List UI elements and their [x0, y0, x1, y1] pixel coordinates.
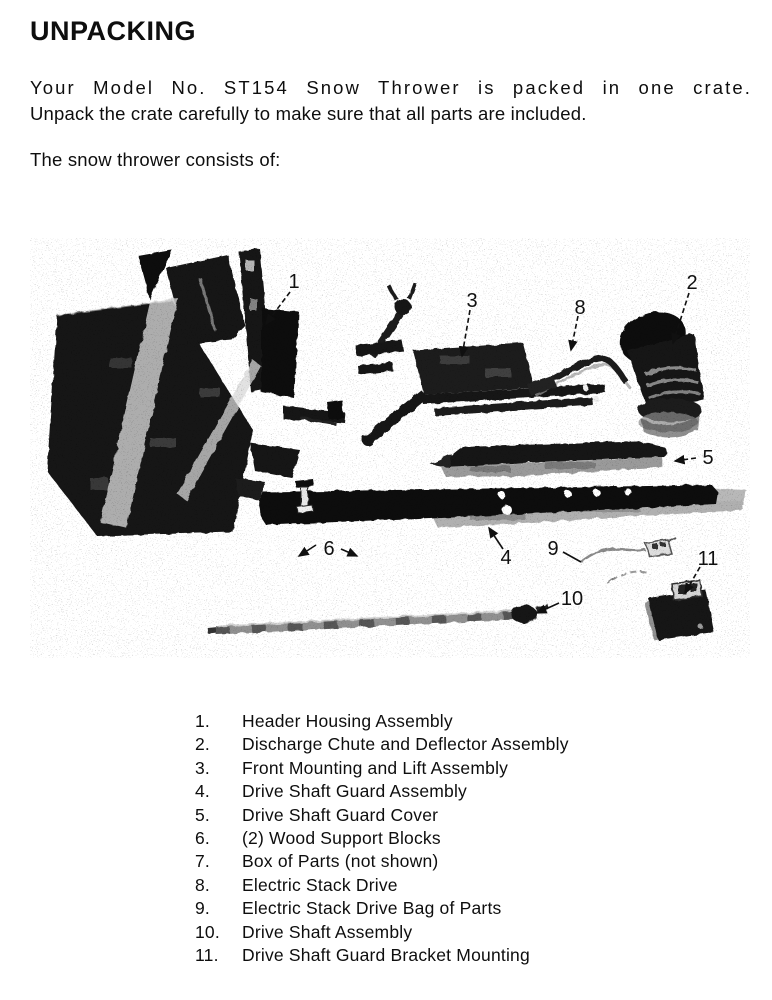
callout-2-label: 2 [686, 272, 698, 294]
parts-list-item [195, 897, 715, 920]
consists-label: The snow thrower consists of: [30, 149, 281, 170]
part-number: 10. [195, 921, 220, 942]
part-number: 1. [195, 711, 210, 731]
part-name: Electric Stack Drive [242, 874, 398, 895]
part-number: 9. [195, 898, 210, 919]
parts-list [195, 710, 715, 967]
part-number: 3. [195, 757, 210, 778]
part-number: 7. [195, 851, 210, 872]
callout-3-label: 3 [466, 290, 478, 312]
part-name: Drive Shaft Guard Bracket Mounting [242, 945, 530, 966]
part-name: (2) Wood Support Blocks [242, 828, 441, 849]
parts-list-item [195, 733, 715, 756]
part-name: Header Housing Assembly [242, 711, 453, 731]
parts-list-item [195, 827, 715, 850]
parts-list-item [195, 874, 715, 897]
parts-diagram [0, 238, 772, 668]
part-number: 11. [195, 945, 219, 966]
scan-noise-overlay [30, 238, 750, 658]
callout-6-label: 6 [323, 538, 335, 560]
part-number: 5. [195, 804, 210, 825]
parts-list-item [195, 804, 715, 827]
callout-9-label: 9 [547, 538, 559, 560]
intro-line-2: Unpack the crate carefully to make sure that all parts are included. [30, 103, 587, 124]
parts-list-item [195, 944, 715, 967]
part-number: 4. [195, 781, 210, 802]
part-name: Drive Shaft Guard Assembly [242, 781, 468, 802]
part-name: Electric Stack Drive Bag of Parts [242, 898, 502, 919]
callout-1-label: 1 [288, 271, 300, 293]
part-number: 8. [195, 874, 210, 895]
parts-list-item [195, 710, 715, 733]
callout-8-label: 8 [574, 297, 586, 319]
part-name: Discharge Chute and Deflector Assembly [242, 734, 569, 755]
parts-list-item [195, 921, 715, 944]
part-number: 6. [195, 828, 210, 849]
page-title: UNPACKING [30, 16, 196, 46]
part-name: Drive Shaft Guard Cover [242, 804, 439, 825]
callout-5-label: 5 [702, 447, 714, 469]
parts-list-item [195, 757, 715, 780]
callout-11-label: 11 [697, 548, 719, 570]
callout-10-label: 10 [560, 588, 584, 610]
part-name: Box of Parts (not shown) [242, 851, 439, 872]
callout-4-label: 4 [500, 547, 512, 569]
part-number: 2. [195, 734, 210, 755]
parts-list-item [195, 780, 715, 803]
part-name: Front Mounting and Lift Assembly [242, 757, 509, 778]
intro-line-1: Your Model No. ST154 Snow Thrower is packed in one crate. [30, 77, 752, 98]
part-name: Drive Shaft Assembly [242, 921, 413, 942]
parts-list-item [195, 850, 715, 873]
